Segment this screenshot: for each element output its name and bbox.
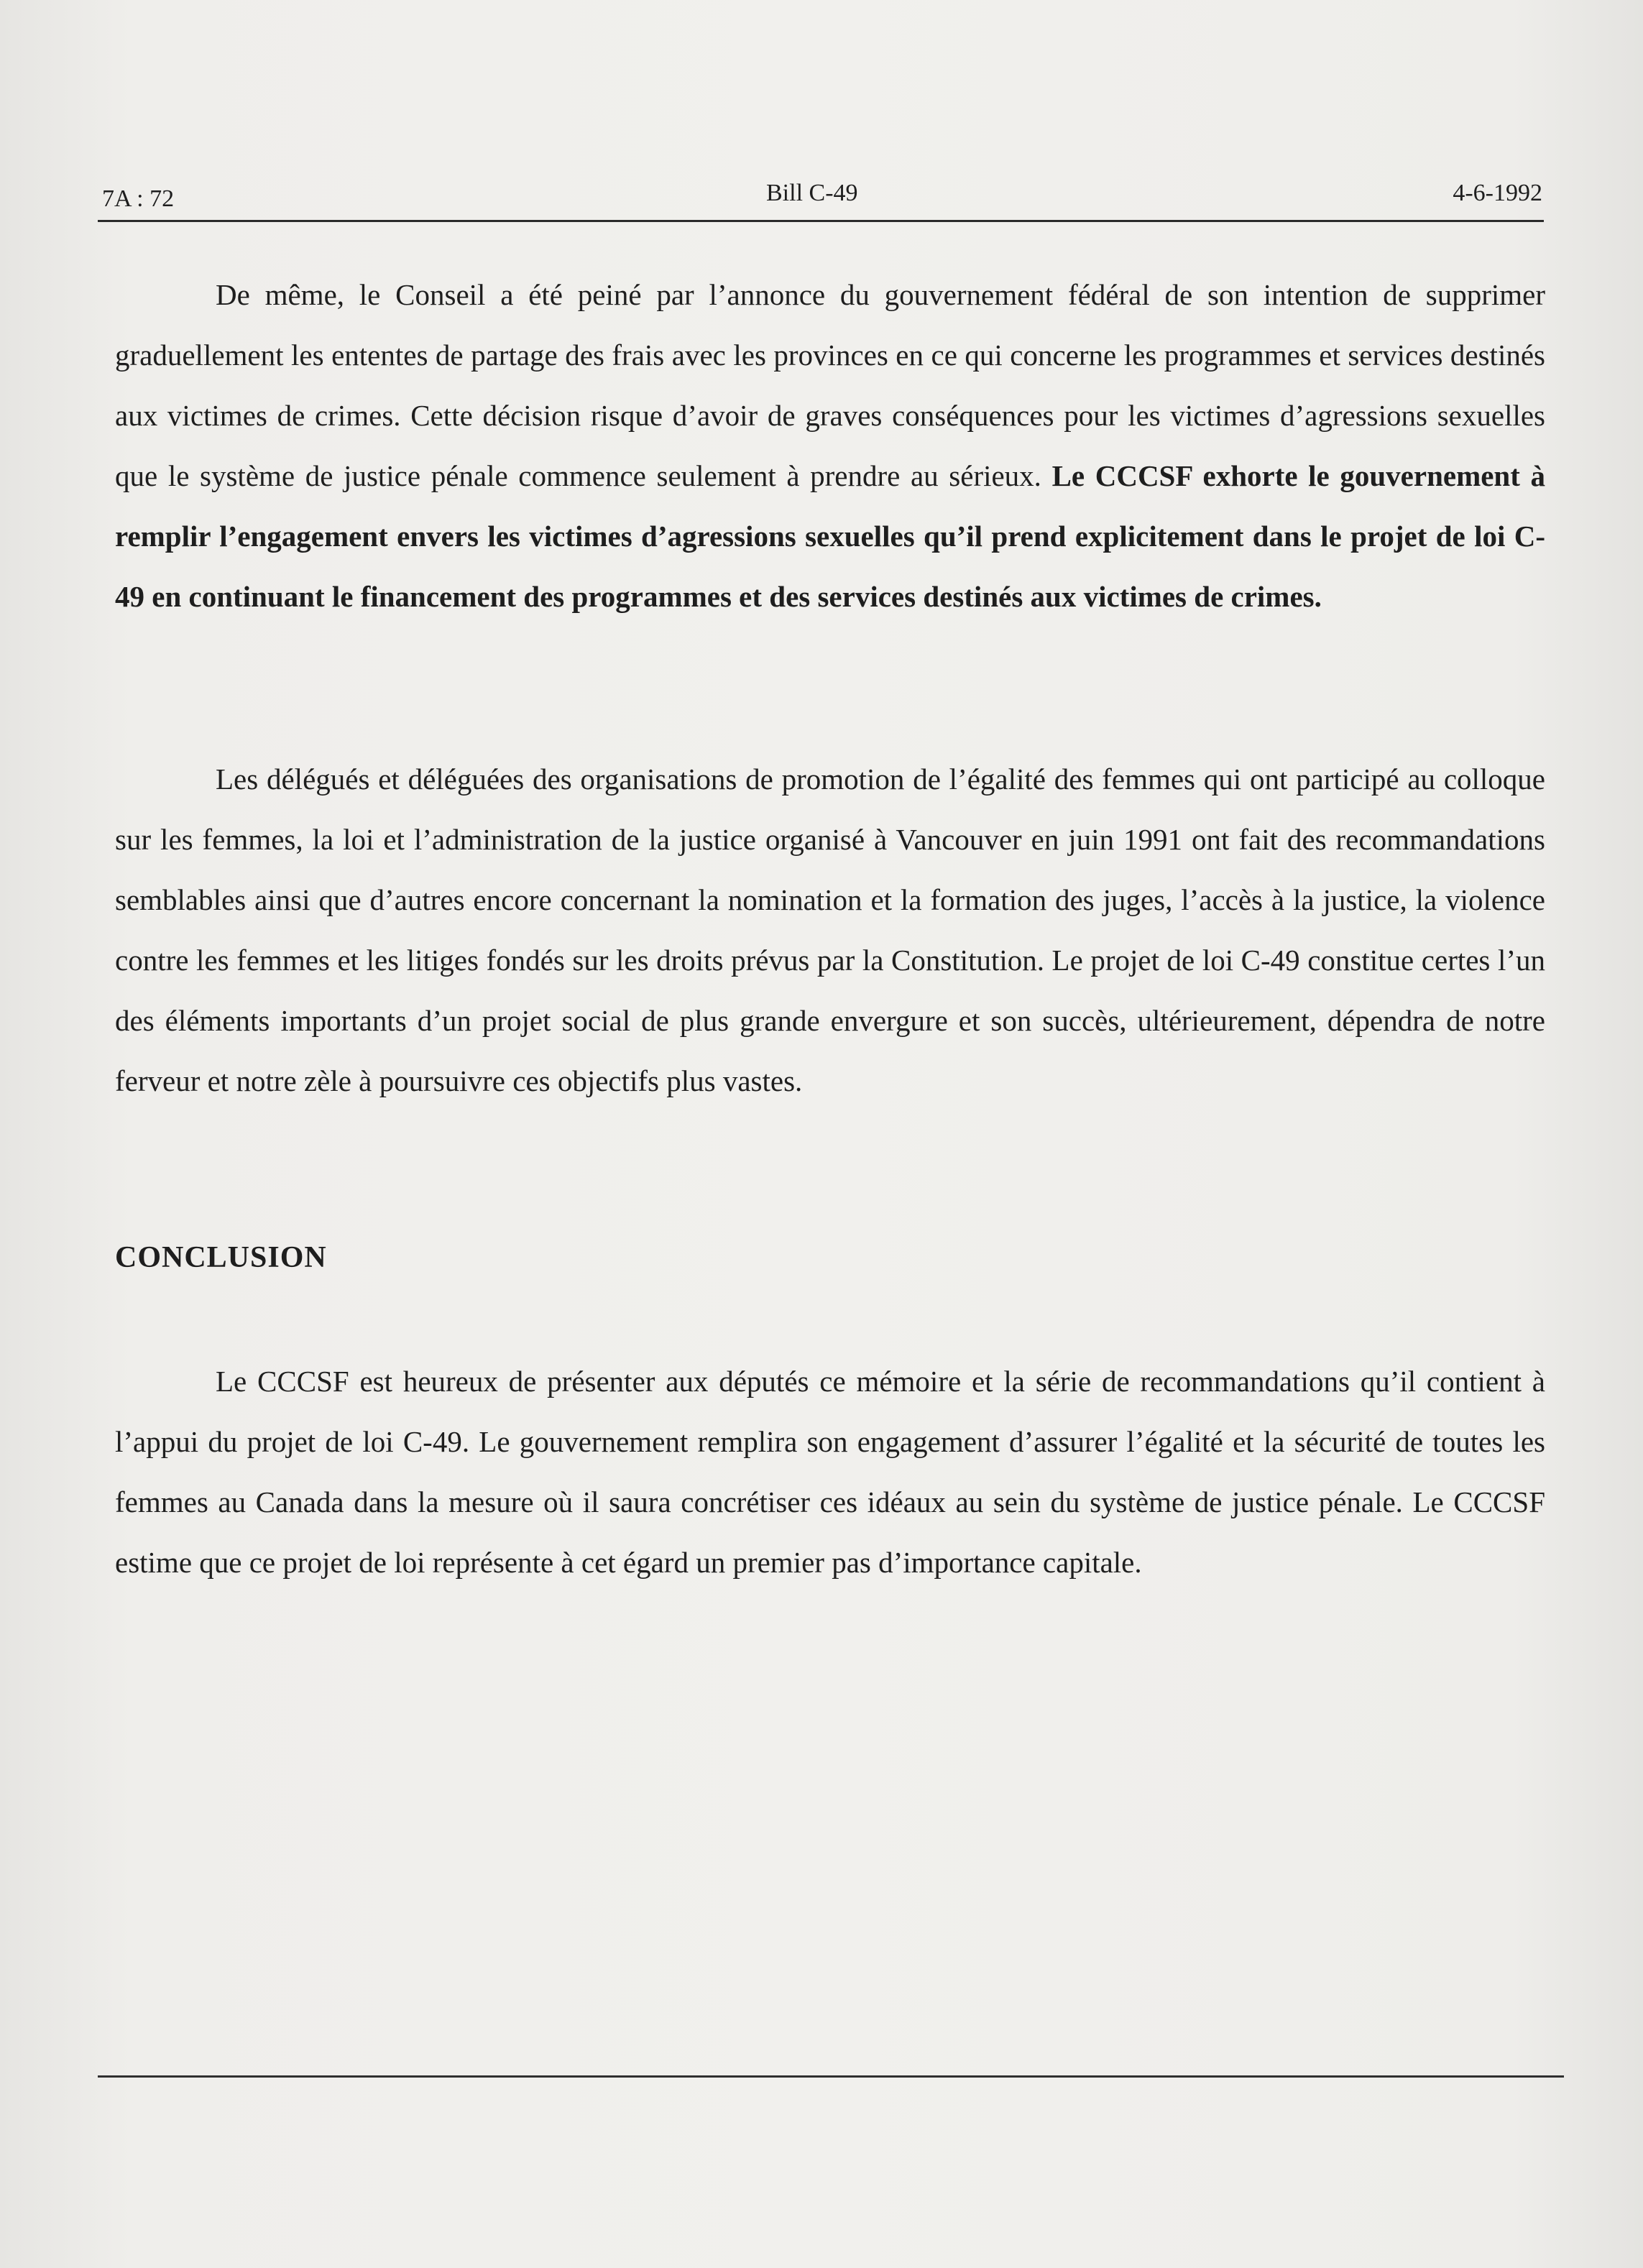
footer-rule xyxy=(98,2075,1564,2078)
paragraph-3-text: Le CCCSF est heureux de présenter aux députés ce mémoire et la série de recommandations qu’il contient à l’appui du projet de loi C-49. Le gouvernement remplira son engagement d’assurer l’égalité et la sécurité de toutes les femmes au Canada dans la mesure où il saura concrétiser ces idéaux au sein du système de justice pénale. Le CCCSF estime que ce projet de loi représente à cet égard un premier pas d’importance capitale. xyxy=(115,1365,1545,1579)
page-header xyxy=(98,175,1542,221)
bill-title: Bill C-49 xyxy=(766,180,858,206)
paragraph-1-bold-text: Le CCCSF exhorte le gouvernement à remplir l’engagement envers les victimes d’agressions sexuelles qu’il prend explicitement dans le projet de loi C-49 en continuant le financement des programmes et des services destinés aux victimes de crimes. xyxy=(115,459,1545,613)
paragraph-2-text: Les délégués et déléguées des organisations de promotion de l’égalité des femmes qui ont participé au colloque sur les femmes, la loi et l’administration de la justice organisé à Vancouver en juin 1991 ont fait des recommandations semblables ainsi que d’autres encore concernant la nomination et la formation des juges, l’accès à la justice, la violence contre les femmes et les litiges fondés sur les droits prévus par la Constitution. Le projet de loi C-49 constitue certes l’un des éléments importants d’un projet social de plus grande envergure et son succès, ultérieurement, dépendra de notre ferveur et notre zèle à poursuivre ces objectifs plus vastes. xyxy=(115,762,1545,1097)
paragraph-1 xyxy=(115,264,1545,627)
header-date: 4-6-1992 xyxy=(1453,180,1542,206)
section-heading: CONCLUSION xyxy=(115,1241,327,1274)
paragraph-3 xyxy=(115,1351,1545,1592)
page-reference: 7A : 72 xyxy=(102,185,175,212)
paragraph-1-text: De même, le Conseil a été peiné par l’annonce du gouvernement fédéral de son intention de supprimer graduellement les ententes de partage des frais avec les provinces en ce qui concerne les programmes et services destinés aux victimes de crimes. Cette décision risque d’avoir de graves conséquences pour les victimes d’agressions sexuelles que le système de justice pénale commence seulement à prendre au sérieux. xyxy=(115,278,1545,492)
paragraph-2 xyxy=(115,749,1545,1111)
header-rule xyxy=(98,220,1544,222)
